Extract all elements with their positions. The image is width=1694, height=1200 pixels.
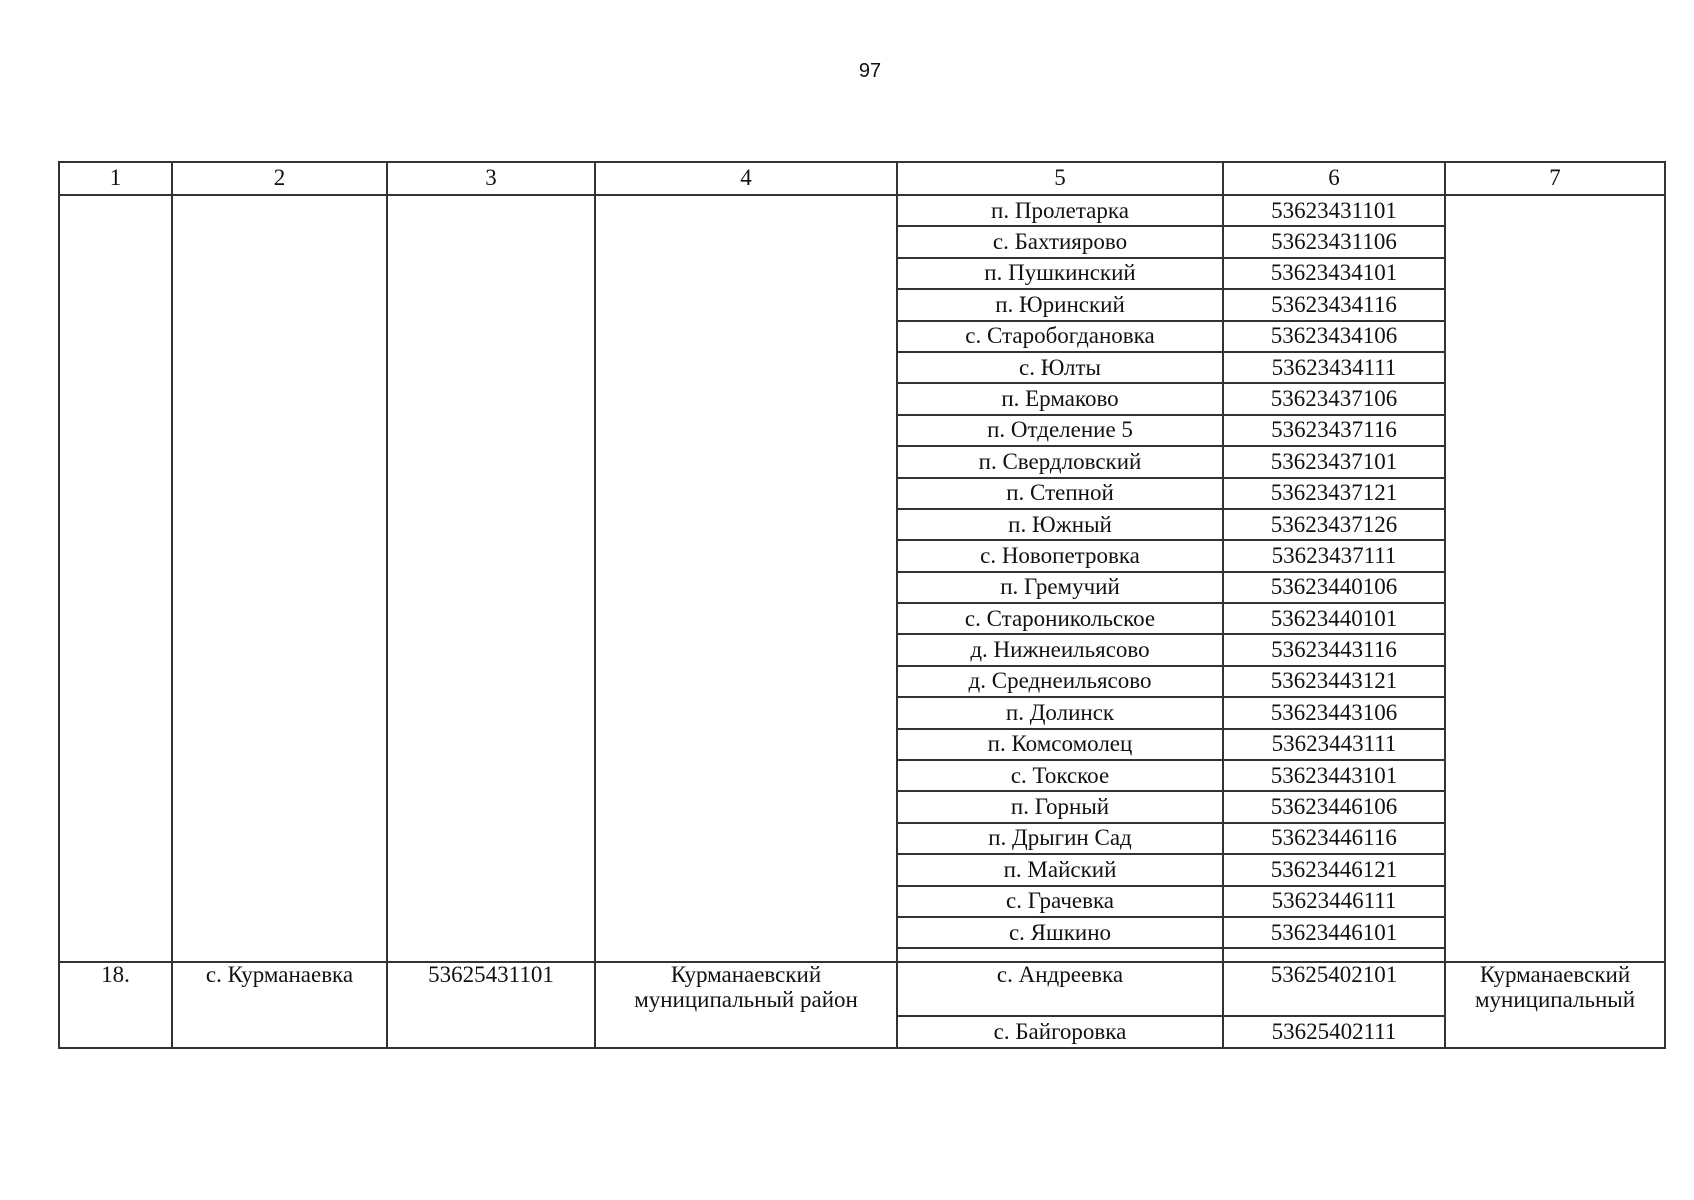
page-number: 97 [858, 60, 882, 82]
place-code: 53623446116 [1223, 823, 1445, 854]
empty-cell-col-7 [1445, 195, 1665, 962]
place-code: 53623446111 [1223, 886, 1445, 917]
place-name: с. Новопетровка [897, 540, 1223, 571]
empty-cell-col-4 [595, 195, 897, 962]
place-code: 53623440106 [1223, 572, 1445, 603]
place-name: с. Старобогдановка [897, 321, 1223, 352]
place-name: п. Майский [897, 854, 1223, 885]
place-name: п. Степной [897, 478, 1223, 509]
col7-district: Курманаевский муниципальный [1445, 962, 1665, 1048]
settlements-table [58, 161, 1666, 1049]
place-code: 53623446101 [1223, 917, 1445, 948]
entry-number: 18. [59, 962, 172, 1048]
header-col-6: 6 [1223, 162, 1445, 195]
place-code: 53623434106 [1223, 321, 1445, 352]
place-code: 53623443121 [1223, 666, 1445, 697]
place-name: п. Свердловский [897, 446, 1223, 477]
header-col-4: 4 [595, 162, 897, 195]
place-name: п. Комсомолец [897, 729, 1223, 760]
place-name: п. Юринский [897, 289, 1223, 320]
empty-cell-col-3 [387, 195, 595, 962]
place-code: 53623443116 [1223, 634, 1445, 665]
header-col-1: 1 [59, 162, 172, 195]
place-code: 53623437101 [1223, 446, 1445, 477]
place-code: 53623434116 [1223, 289, 1445, 320]
place-name: с. Юлты [897, 352, 1223, 383]
place-code: 53623437121 [1223, 478, 1445, 509]
place-code: 53623431101 [1223, 195, 1445, 226]
empty-cell-col-2 [172, 195, 387, 962]
place-code: 53623440101 [1223, 603, 1445, 634]
place-name: п. Дрыгин Сад [897, 823, 1223, 854]
place-code: 53623434101 [1223, 258, 1445, 289]
admin-center: с. Курманаевка [172, 962, 387, 1048]
place-name: п. Отделение 5 [897, 415, 1223, 446]
place-code: 53623446106 [1223, 791, 1445, 822]
place-name: д. Нижнеильясово [897, 634, 1223, 665]
place-name: с. Токское [897, 760, 1223, 791]
place-code: 53625402111 [1223, 1016, 1445, 1048]
place-code: 53623437116 [1223, 415, 1445, 446]
place-name: с. Андреевка [897, 962, 1223, 1016]
place-code: 53623443111 [1223, 729, 1445, 760]
header-col-7: 7 [1445, 162, 1665, 195]
place-name: с. Байгоровка [897, 1016, 1223, 1048]
header-col-5: 5 [897, 162, 1223, 195]
place-code: 53623437126 [1223, 509, 1445, 540]
place-name: с. Грачевка [897, 886, 1223, 917]
place-name: п. Пушкинский [897, 258, 1223, 289]
place-name: п. Горный [897, 791, 1223, 822]
table-row [59, 962, 1665, 1016]
place-code: 53623446121 [1223, 854, 1445, 885]
place-name: д. Среднеильясово [897, 666, 1223, 697]
header-col-2: 2 [172, 162, 387, 195]
spacer-cell [1223, 948, 1445, 962]
place-code: 53623437106 [1223, 383, 1445, 414]
place-name: с. Яшкино [897, 917, 1223, 948]
header-row [59, 162, 1665, 195]
header-col-3: 3 [387, 162, 595, 195]
place-name: с. Бахтиярово [897, 226, 1223, 257]
admin-center-code: 53625431101 [387, 962, 595, 1048]
spacer-cell [897, 948, 1223, 962]
place-name: п. Долинск [897, 697, 1223, 728]
place-code: 53623437111 [1223, 540, 1445, 571]
empty-cell-col-1 [59, 195, 172, 962]
place-name: п. Гремучий [897, 572, 1223, 603]
place-name: п. Пролетарка [897, 195, 1223, 226]
place-code: 53623434111 [1223, 352, 1445, 383]
entry-18 [59, 962, 1665, 1048]
place-name: п. Ермаково [897, 383, 1223, 414]
place-name: с. Староникольское [897, 603, 1223, 634]
table-row [59, 195, 1665, 226]
place-code: 53623443101 [1223, 760, 1445, 791]
place-name: п. Южный [897, 509, 1223, 540]
continued-entry [59, 195, 1665, 962]
place-code: 53623431106 [1223, 226, 1445, 257]
place-code: 53623443106 [1223, 697, 1445, 728]
district-name: Курманаевский муниципальный район [595, 962, 897, 1048]
place-code: 53625402101 [1223, 962, 1445, 1016]
